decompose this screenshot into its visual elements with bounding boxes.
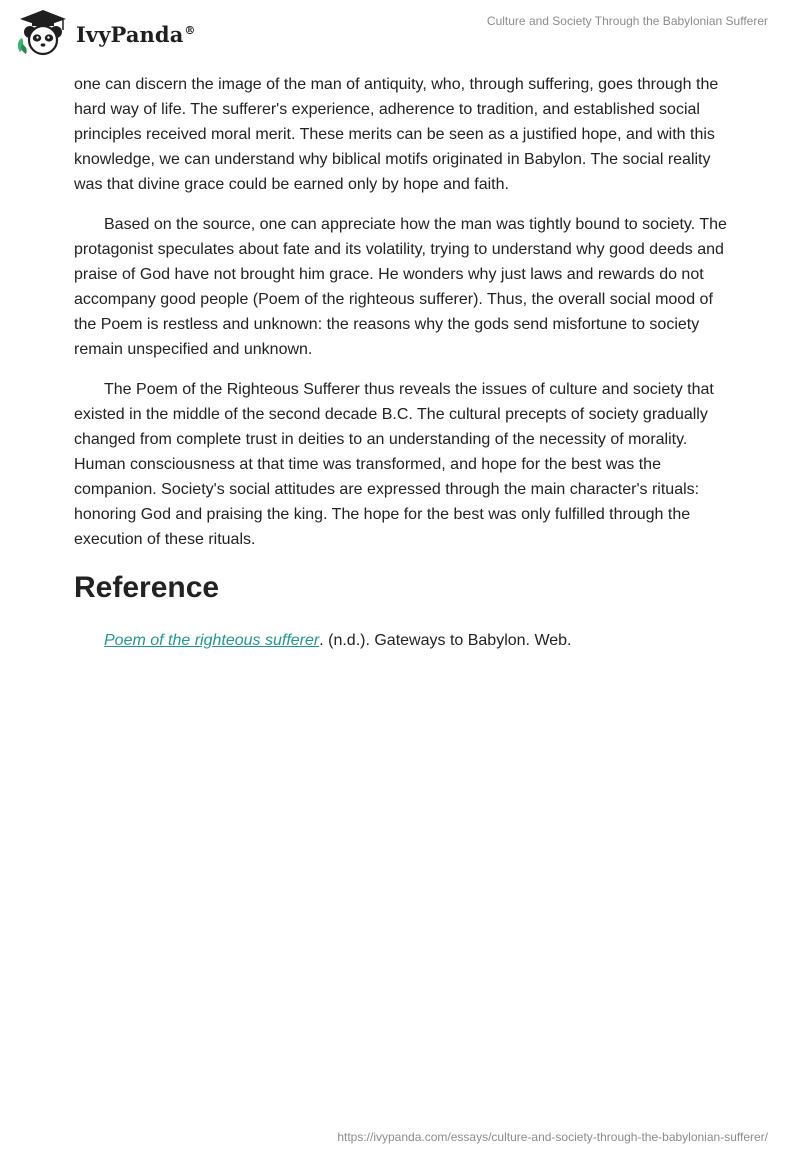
reference-entry bbox=[74, 628, 734, 653]
brand-name: IvyPanda® bbox=[76, 21, 196, 47]
ivypanda-logo[interactable] bbox=[14, 8, 196, 58]
paragraph: The Poem of the Righteous Sufferer thus reveals the issues of culture and society that existed in the middle of the second decade B.C. The cultural precepts of society gradually changed from complete trust in deities to an understanding of the necessity of morality. Human consciousness at that time was transformed, and hope for the best was the companion. Society's social attitudes are expressed through the main character's rituals: honoring God and praising the king. The hope for the best was only fulfilled through the execution of these rituals. bbox=[74, 381, 714, 548]
document-title: Culture and Society Through the Babylonian Sufferer bbox=[486, 14, 768, 28]
panda-graduate-icon bbox=[14, 8, 72, 58]
paragraph: Based on the source, one can appreciate how the man was tightly bound to society. The protagonist speculates about fate and its volatility, trying to understand why good deeds and praise of God have not brought him grace. He wonders why just laws and rewards do not accompany good people (Poem of the righteous sufferer). Thus, the overall social mood of the Poem is restless and unknown: the reasons why the gods send misfortune to society remain unspecified and unknown. bbox=[74, 216, 727, 358]
page-header bbox=[0, 0, 800, 64]
footer-url: https://ivypanda.com/essays/culture-and-society-through-the-babylonian-sufferer/ bbox=[337, 1130, 768, 1144]
reference-heading: Reference bbox=[74, 571, 220, 604]
essay-body bbox=[74, 72, 734, 668]
paragraph-continuation: one can discern the image of the man of antiquity, who, through suffering, goes through the hard way of life. The sufferer's experience, adherence to tradition, and established social principles received moral merit. These merits can be seen as a justified hope, and with this knowledge, we can understand why biblical motifs originated in Babylon. The social reality was that divine grace could be earned only by hope and faith. bbox=[74, 76, 719, 193]
reference-details: . (n.d.). Gateways to Babylon. Web. bbox=[319, 632, 572, 649]
reference-link[interactable]: Poem of the righteous sufferer bbox=[104, 632, 320, 649]
